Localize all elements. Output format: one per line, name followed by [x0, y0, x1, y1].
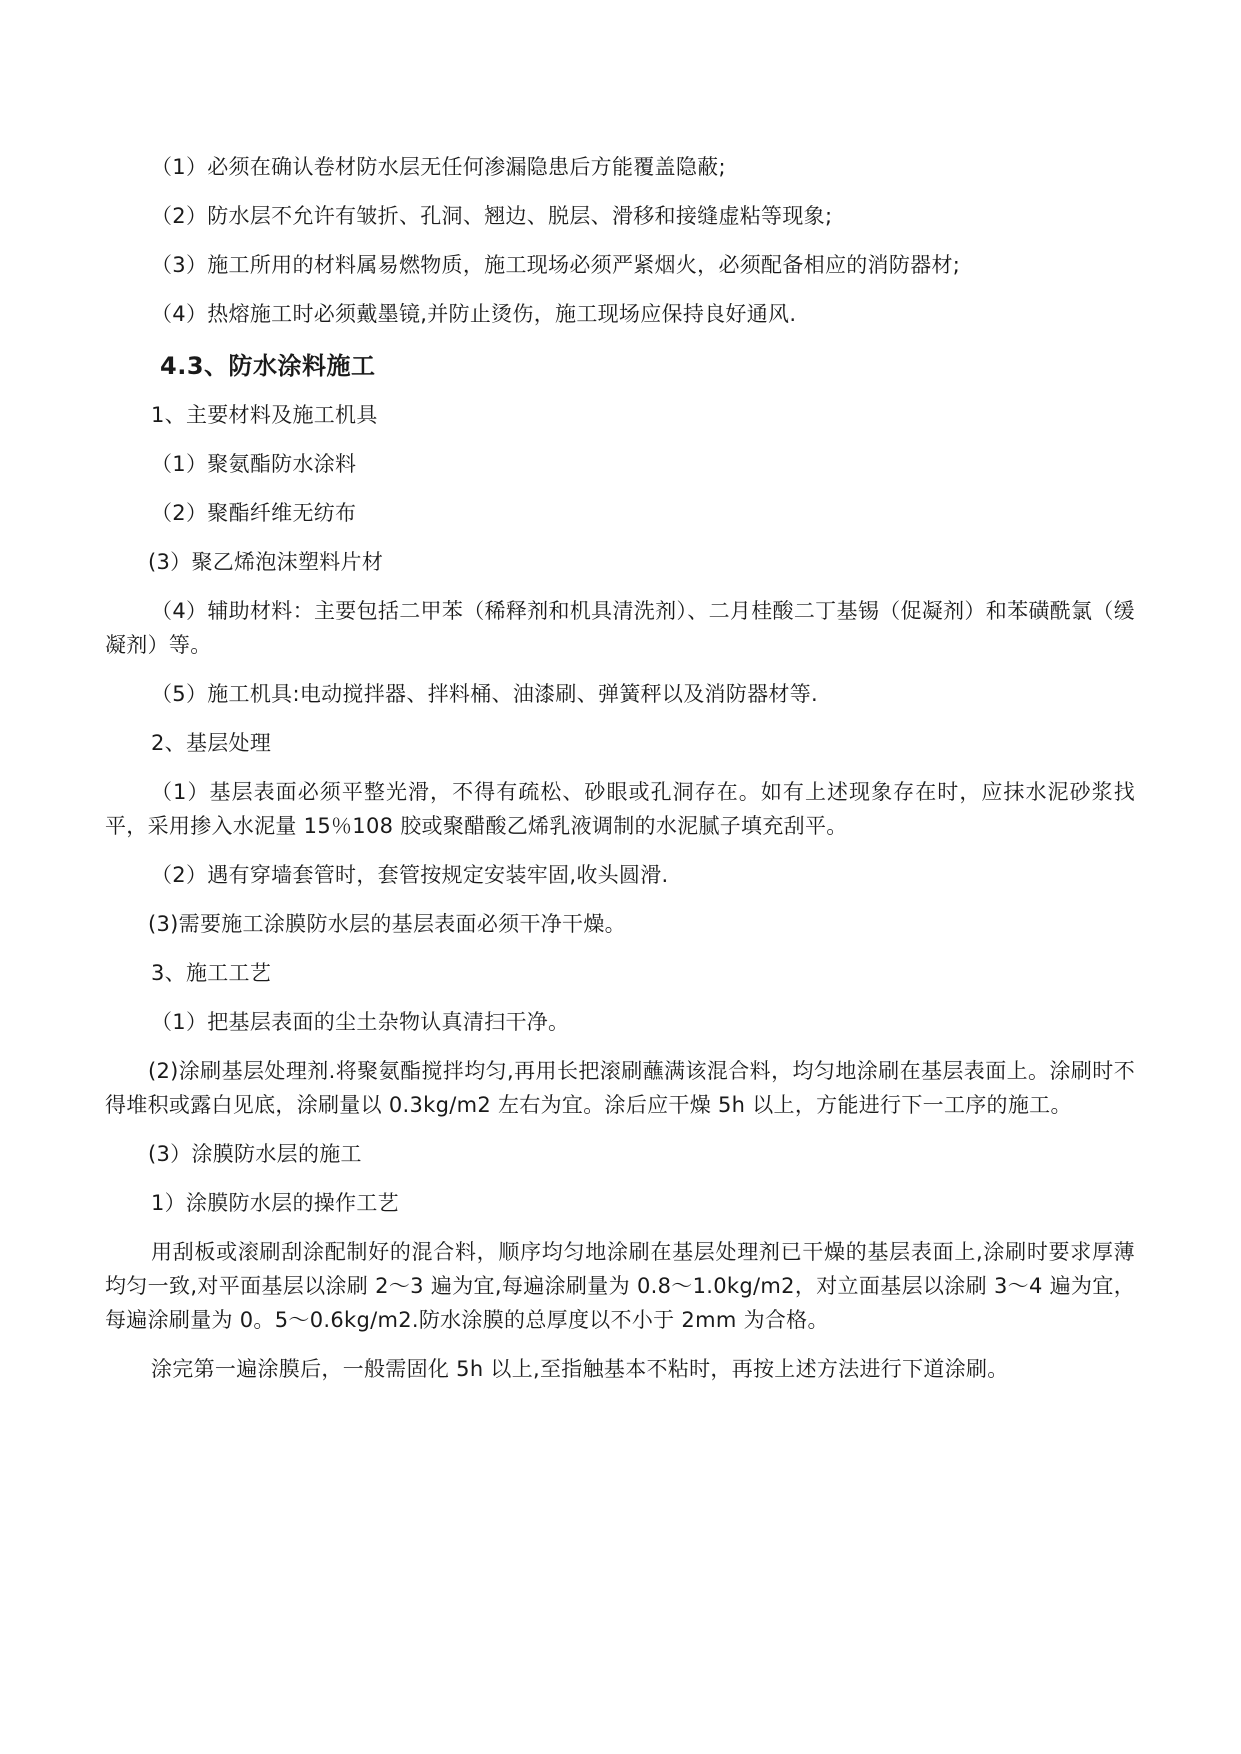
body-paragraph: 涂完第一遍涂膜后，一般需固化 5h 以上,至指触基本不粘时，再按上述方法进行下道涂刷。: [151, 1357, 1009, 1381]
list-item: (3）涂膜防水层的施工: [148, 1142, 362, 1166]
paragraph: （3）施工所用的材料属易燃物质，施工现场必须严紧烟火，必须配备相应的消防器材;: [151, 253, 961, 277]
document-body: [105, 150, 1135, 1401]
list-item: （2）聚酯纤维无纺布: [151, 501, 357, 525]
paragraph: （2）防水层不允许有皱折、孔洞、翘边、脱层、滑移和接缝虚粘等现象;: [151, 204, 833, 228]
list-item: （1）把基层表面的尘土杂物认真清扫干净。: [151, 1010, 570, 1034]
list-item: （1）聚氨酯防水涂料: [151, 452, 357, 476]
list-item: （2）遇有穿墙套管时，套管按规定安装牢固,收头圆滑.: [151, 863, 669, 887]
paragraph: （4）热熔施工时必须戴墨镜,并防止烫伤，施工现场应保持良好通风.: [151, 302, 797, 326]
subsection-title: 1、主要材料及施工机具: [151, 403, 378, 427]
list-item: （1）基层表面必须平整光滑，不得有疏松、砂眼或孔洞存在。如有上述现象存在时，应抹水泥砂浆找平，采用掺入水泥量 15％108 胶或聚醋酸乙烯乳液调制的水泥腻子填充刮平。: [105, 780, 1135, 838]
list-item: （4）辅助材料：主要包括二甲苯（稀释剂和机具清洗剂）、二月桂酸二丁基锡（促凝剂）和苯磺酰氯（缓凝剂）等。: [105, 599, 1135, 657]
body-paragraph: 用刮板或滚刷刮涂配制好的混合料，顺序均匀地涂刷在基层处理剂已干燥的基层表面上,涂刷时要求厚薄均匀一致,对平面基层以涂刷 2～3 遍为宜,每遍涂刷量为 0.8～1.0kg/m2，对立面基层以涂刷 3～4 遍为宜，每遍涂刷量为 0。5～0.6kg/m2.防水涂膜的总厚度以不小于 2mm 为合格。: [105, 1240, 1135, 1332]
subsection-title: 3、施工工艺: [151, 961, 272, 985]
subsection-title: 2、基层处理: [151, 731, 272, 755]
section-heading: 4.3、防水涂料施工: [160, 352, 376, 380]
paragraph: （1）必须在确认卷材防水层无任何渗漏隐患后方能覆盖隐蔽;: [151, 155, 726, 179]
list-item: 1）涂膜防水层的操作工艺: [151, 1191, 399, 1215]
list-item: (3）聚乙烯泡沫塑料片材: [148, 550, 384, 574]
list-item: (3)需要施工涂膜防水层的基层表面必须干净干燥。: [148, 912, 626, 936]
list-item: (2)涂刷基层处理剂.将聚氨酯搅拌均匀,再用长把滚刷蘸满该混合料，均匀地涂刷在基层表面上。涂刷时不得堆积或露白见底，涂刷量以 0.3kg/m2 左右为宜。涂后应干燥 5h 以上，方能进行下一工序的施工。: [105, 1059, 1135, 1117]
list-item: （5）施工机具:电动搅拌器、拌料桶、油漆刷、弹簧秤以及消防器材等.: [151, 682, 819, 706]
